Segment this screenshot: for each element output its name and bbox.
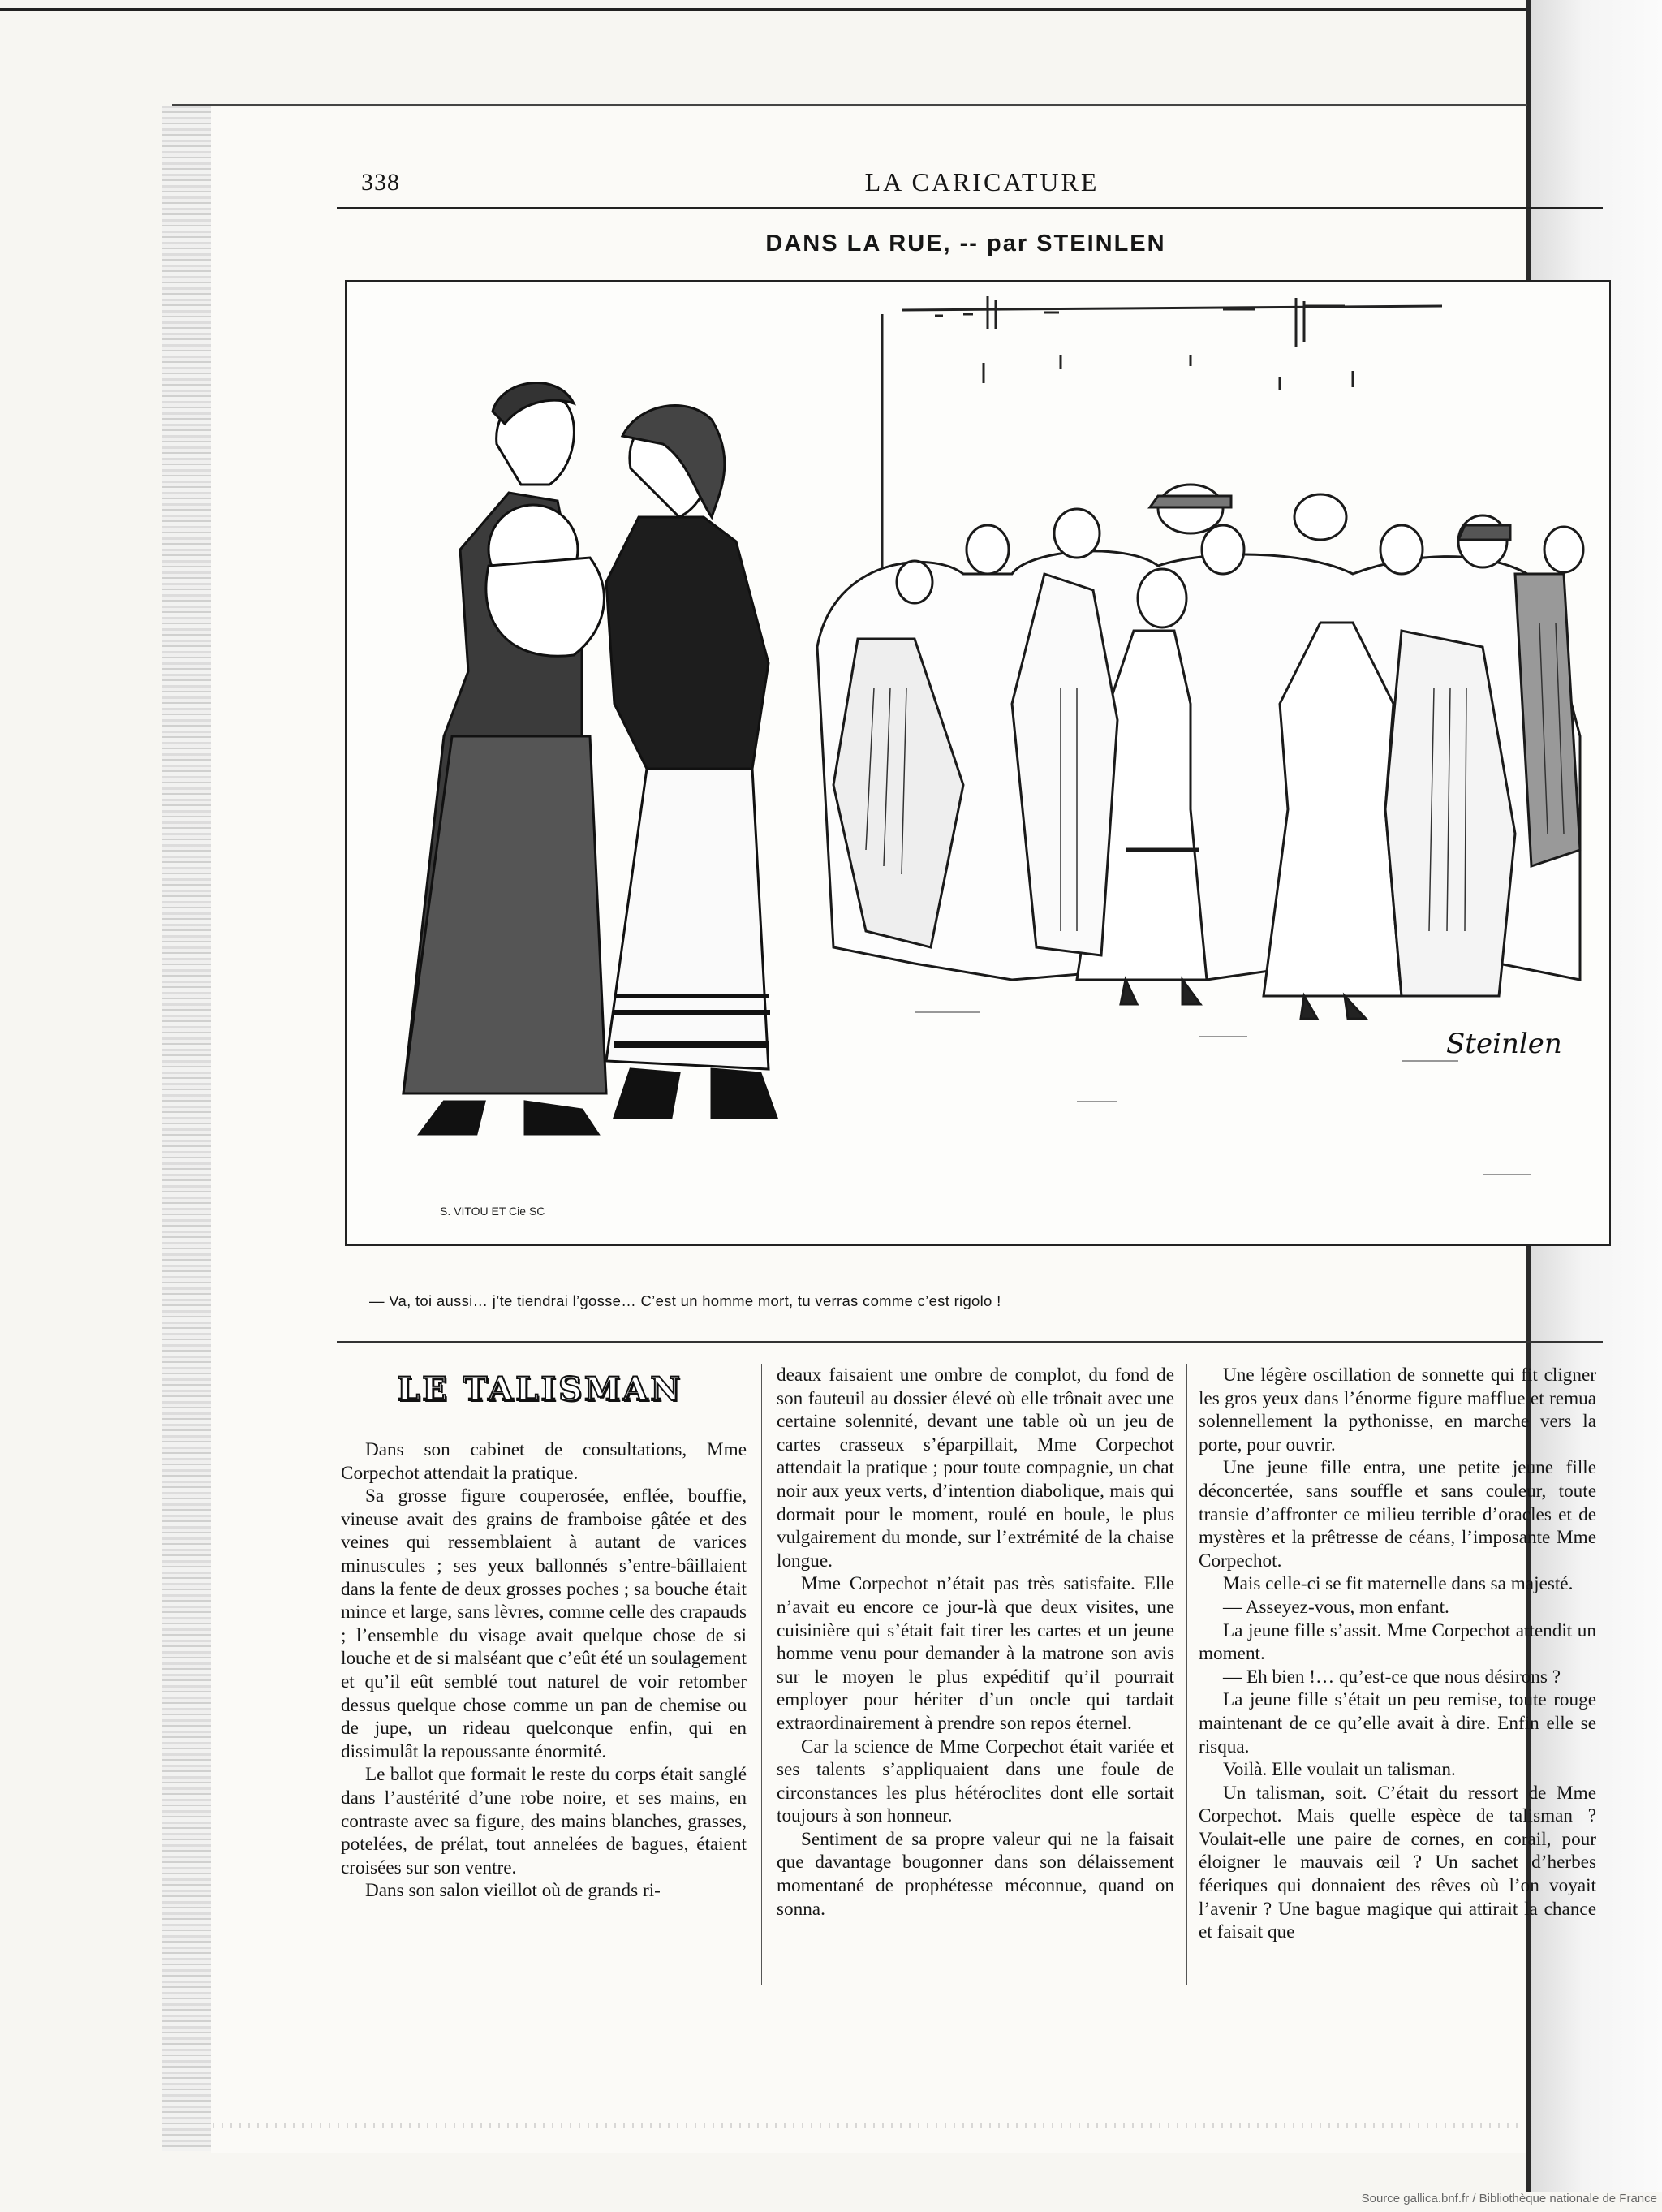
article-column-3	[1199, 1364, 1596, 1944]
paragraph: Dans son salon vieillot où de grands ri-	[365, 1880, 661, 1902]
paragraph: Sa grosse figure couperosée, enflée, bouffie, vineuse avait des grains de framboise gâtée et des veines qui ressemblaient à autant de varices minuscules ; ses yeux ballonnés s’entre-bâillaient dans la fente de deux grosses poches ; sa bouche était mince et large, sans lèvres, comme celle des crapauds ; l’ensemble du visage avait quelque chose de si louche et de si malséant que c’eût été un soulagement et qu’il eût semblé tout naturel de voir retomber dessus quelque chose comme un pan de chemise ou de jupe, un rideau quelconque enfin, qui en dissimulât la repoussante énormité.	[341, 1485, 747, 1762]
paragraph: Sentiment de sa propre valeur qui ne la faisait que davantage bougonner dans son délaissement momentané de prophétesse méconnue, quand on sonna.	[777, 1828, 1174, 1920]
paragraph: Voilà. Elle voulait un talisman.	[1223, 1759, 1456, 1781]
source-credit: Source gallica.bnf.fr / Bibliothèque nationale de France	[1361, 2192, 1657, 2206]
scan-border-top	[0, 8, 1530, 11]
engraver-mark: S. VITOU ET Cie SC	[440, 1205, 545, 1218]
plate-caption: — Va, toi aussi… j’te tiendrai l’gosse… C’est un homme mort, tu verras comme c’est rigolo !	[369, 1292, 1001, 1309]
journal-title: LA CARICATURE	[864, 167, 1100, 196]
woman-dark-jacket	[606, 406, 777, 1118]
paragraph: — Eh bien !… qu’est-ce que nous désirons ?	[1223, 1666, 1561, 1688]
paragraph: Le ballot que formait le reste du corps était sanglé dans l’austérité d’une robe noire, et ses mains, en contraste avec sa figure, des mains blanches, grasses, potelées, de prélat, tout annelées de bagues, étaient croisées sur son ventre.	[341, 1764, 747, 1878]
header-rule	[337, 207, 1603, 209]
paragraph: Mais celle-ci se fit maternelle dans sa majesté.	[1223, 1573, 1574, 1595]
paragraph: — Asseyez-vous, mon enfant.	[1223, 1596, 1449, 1618]
paragraph: Car la science de Mme Corpechot était variée et ses talents s’appliquaient dans une foule de circonstances les plus hétéroclites dont elle sortait toujours à son honneur.	[777, 1736, 1174, 1827]
ground-strokes	[915, 1012, 1531, 1175]
crowd-group	[817, 485, 1583, 1019]
paragraph: Une légère oscillation de sonnette qui fit cligner les gros yeux dans l’énorme figure mafflue et remua solennellement la pythonisse, en marche vers la porte, pour ouvrir.	[1199, 1365, 1596, 1455]
paragraph: Un talisman, soit. C’était du ressort de Mme Corpechot. Mais quelle espèce de talisman ? Voulait-elle une paire de cornes, en corail, pour éloigner le mauvais œil ? Un sachet d’herbes féeriques qui donnaient des rêves où l’on voyait l’avenir ? Une bague magique qui attirait la chance et faisait que	[1199, 1782, 1596, 1943]
woman-with-baby	[403, 383, 606, 1134]
paragraph: La jeune fille s’était un peu remise, toute rouge maintenant de ce qu’elle avait à dire. Enfin elle se risqua.	[1199, 1689, 1596, 1757]
plate-title: DANS LA RUE, -- par STEINLEN	[765, 231, 1166, 257]
illustration-plate	[345, 280, 1611, 1246]
paragraph: deaux faisaient une ombre de complot, du fond de son fauteuil au dossier élevé où elle trônait avec une certaine solennité, devant une table où un jeu de cartes crasseux s’éparpillait, Mme Corpechot attendait la pratique ; pour toute compagnie, un chat noir aux yeux verts, d’intention diabolique, mais qui dormait pour le moment, roulé en boule, le plus vulgairement du monde, sur l’extrémité de la chaise longue.	[777, 1365, 1174, 1572]
article-title: LE TALISMAN	[397, 1370, 682, 1408]
paragraph: Dans son cabinet de consultations, Mme Corpechot attendait la pratique.	[341, 1439, 747, 1484]
page-number: 338	[361, 169, 400, 196]
paragraph: Mme Corpechot n’était pas très satisfaite. Elle n’avait eu encore ce jour-là que deux visites, une cuisinière qui s’était fait tirer les cartes et un jeune homme venu pour demander à la matrone son avis sur le moyen le plus expéditif qu’il pourrait employer pour hériter d’un oncle qui tardait extraordinairement à prendre son repos éternel.	[777, 1573, 1174, 1734]
column-rule	[1186, 1364, 1187, 1985]
book-binding-edge	[162, 106, 211, 2151]
street-scene-drawing	[347, 282, 1609, 1244]
article-column-2	[777, 1364, 1174, 1921]
paragraph: Une jeune fille entra, une petite jeune fille déconcertée, sans souffle et sans couleur, toute transie d’affronter ce milieu terrible d’oracles et de mystères et la prêtresse de céans, l’imposante Mme Corpechot.	[1199, 1457, 1596, 1572]
caption-rule	[337, 1341, 1603, 1343]
article-column-1	[341, 1364, 747, 1903]
page-top-edge	[172, 104, 1527, 106]
column-rule	[761, 1364, 762, 1985]
paragraph: La jeune fille s’assit. Mme Corpechot attendit un moment.	[1199, 1619, 1596, 1665]
scan-noise	[213, 2123, 1519, 2128]
artist-signature: Steinlen	[1446, 1028, 1562, 1060]
